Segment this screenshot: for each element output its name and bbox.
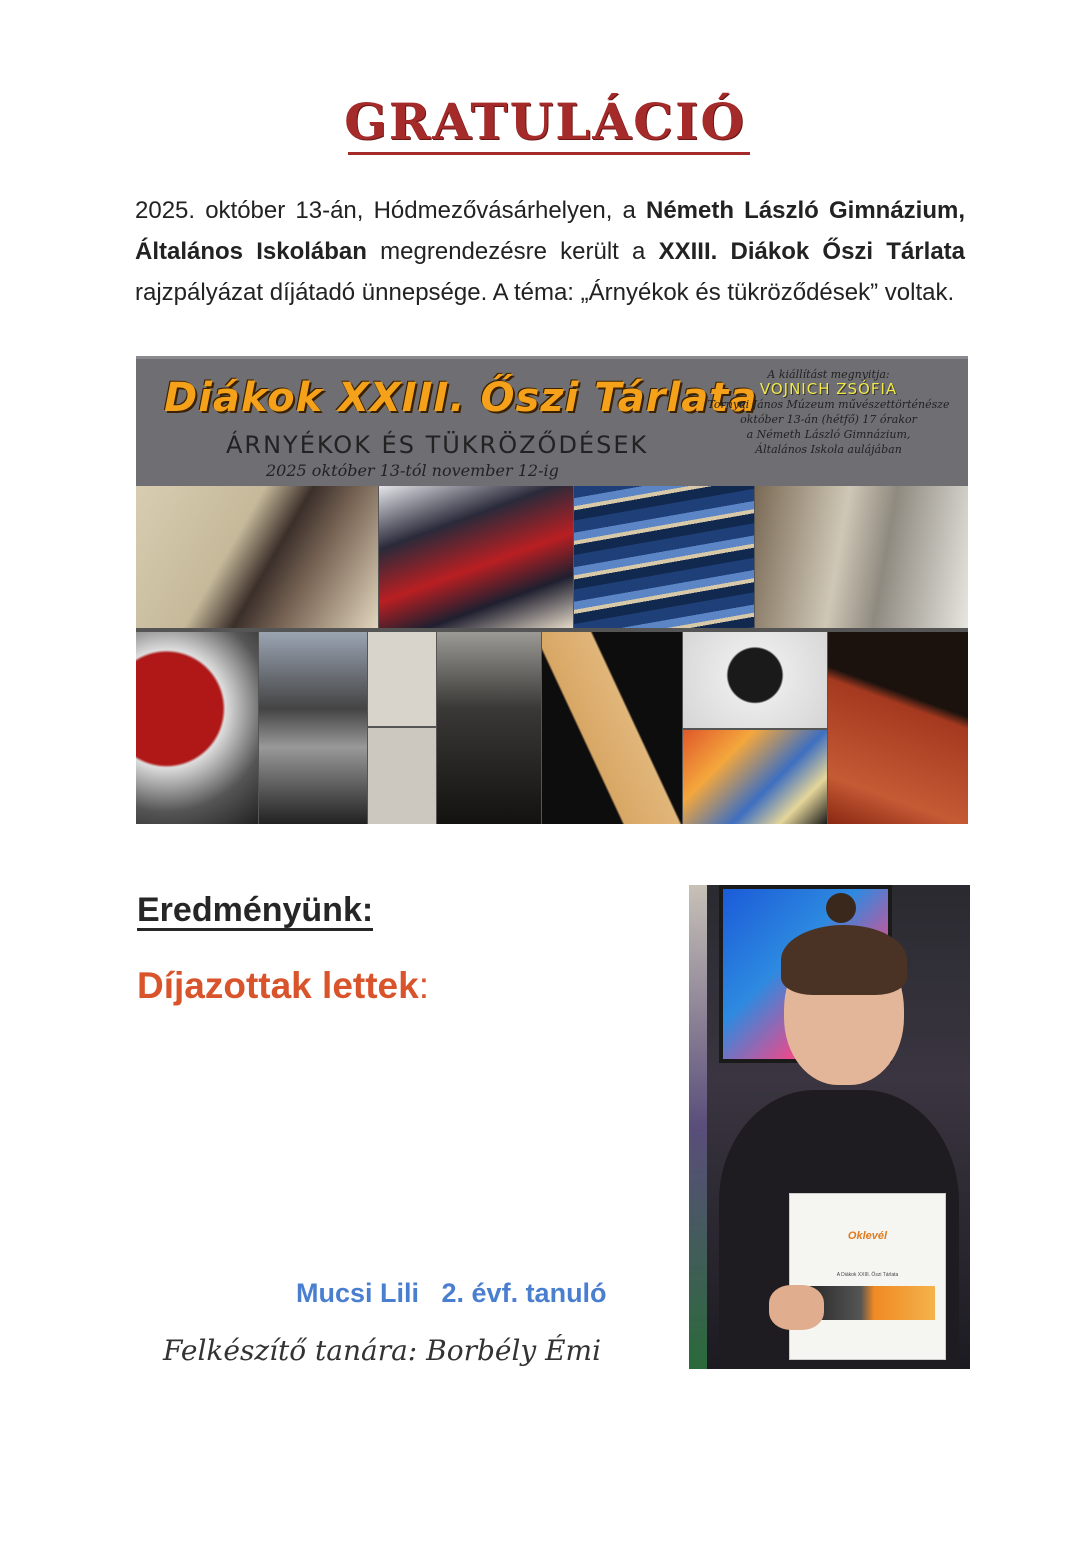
intro-paragraph	[135, 190, 965, 313]
face-sketch-1	[368, 632, 436, 726]
opening-line-5: Általános Iskola aulájában	[755, 443, 902, 456]
awarded-colon: :	[418, 965, 429, 1006]
awarded-heading: Díjazottak lettek	[137, 965, 419, 1006]
poster-header	[136, 356, 968, 486]
wine-glass-painting	[828, 632, 968, 824]
page-title-container	[0, 92, 1090, 151]
intro-event-name: XXIII. Diákok Őszi Tárlata	[658, 238, 966, 265]
gallery-corridor-photo	[755, 486, 968, 628]
chair-shadow-painting	[542, 632, 682, 824]
face-sketch-2	[368, 728, 436, 824]
page-title: GRATULÁCIÓ	[344, 92, 746, 151]
figure-in-mist	[437, 632, 541, 824]
exhibition-poster	[136, 356, 968, 824]
certificate-title: Oklevél	[847, 1230, 888, 1242]
poster-title: Diákok XXIII. Őszi Tárlata	[164, 375, 758, 421]
water-reflection-painting	[574, 486, 754, 628]
opening-speaker-name: VOJNICH ZSÓFIA	[759, 380, 898, 398]
opening-line-1: A kiállítást megnyitja:	[767, 368, 890, 381]
title-underline	[348, 152, 750, 155]
photo-hand	[769, 1285, 824, 1330]
glass-drawing	[259, 632, 367, 824]
photo-hair-bun	[826, 893, 856, 923]
clown-drawing	[136, 632, 258, 824]
poster-dates: 2025 október 13-tól november 12-ig	[266, 461, 559, 480]
certificate-subtitle: A Diákok XXIII. Őszi Tárlata	[836, 1272, 899, 1278]
poster-subtitle: ÁRNYÉKOK ÉS TÜKRÖZŐDÉSEK	[226, 431, 649, 459]
opening-line-4: a Németh László Gimnázium,	[746, 428, 911, 441]
results-heading: Eredményünk:	[137, 891, 374, 929]
student-name: Mucsi Lili 2. évf. tanuló	[296, 1278, 607, 1308]
teacher-name: Felkészítő tanára: Borbély Émi	[163, 1334, 602, 1367]
intro-text-2: megrendezésre került a	[366, 238, 659, 265]
anime-drawing	[379, 486, 573, 628]
poster-opening-info	[691, 367, 966, 457]
photo-hair	[781, 925, 907, 995]
student-photo	[689, 885, 970, 1369]
intro-school-name: Németh László Gimnázium, Általános Iskolában	[135, 197, 966, 265]
certificate	[789, 1193, 946, 1360]
photo-wall	[689, 885, 707, 1369]
awarded-heading-container	[137, 965, 429, 1007]
tree-drawing	[683, 632, 827, 728]
opening-line-2: Tornyai János Múzeum művészettörténésze	[707, 398, 950, 411]
intro-text-1: 2025. október 13-án, Hódmezővásárhelyen, a	[135, 197, 646, 224]
exhibition-visitors-photo	[136, 486, 378, 628]
abstract-flame-painting	[683, 730, 827, 824]
opening-line-3: október 13-án (hétfő) 17 órakor	[740, 413, 917, 426]
intro-text-3: rajzpályázat díjátadó ünnepsége. A téma: „Árnyékok és tükröződések” voltak.	[135, 279, 955, 306]
